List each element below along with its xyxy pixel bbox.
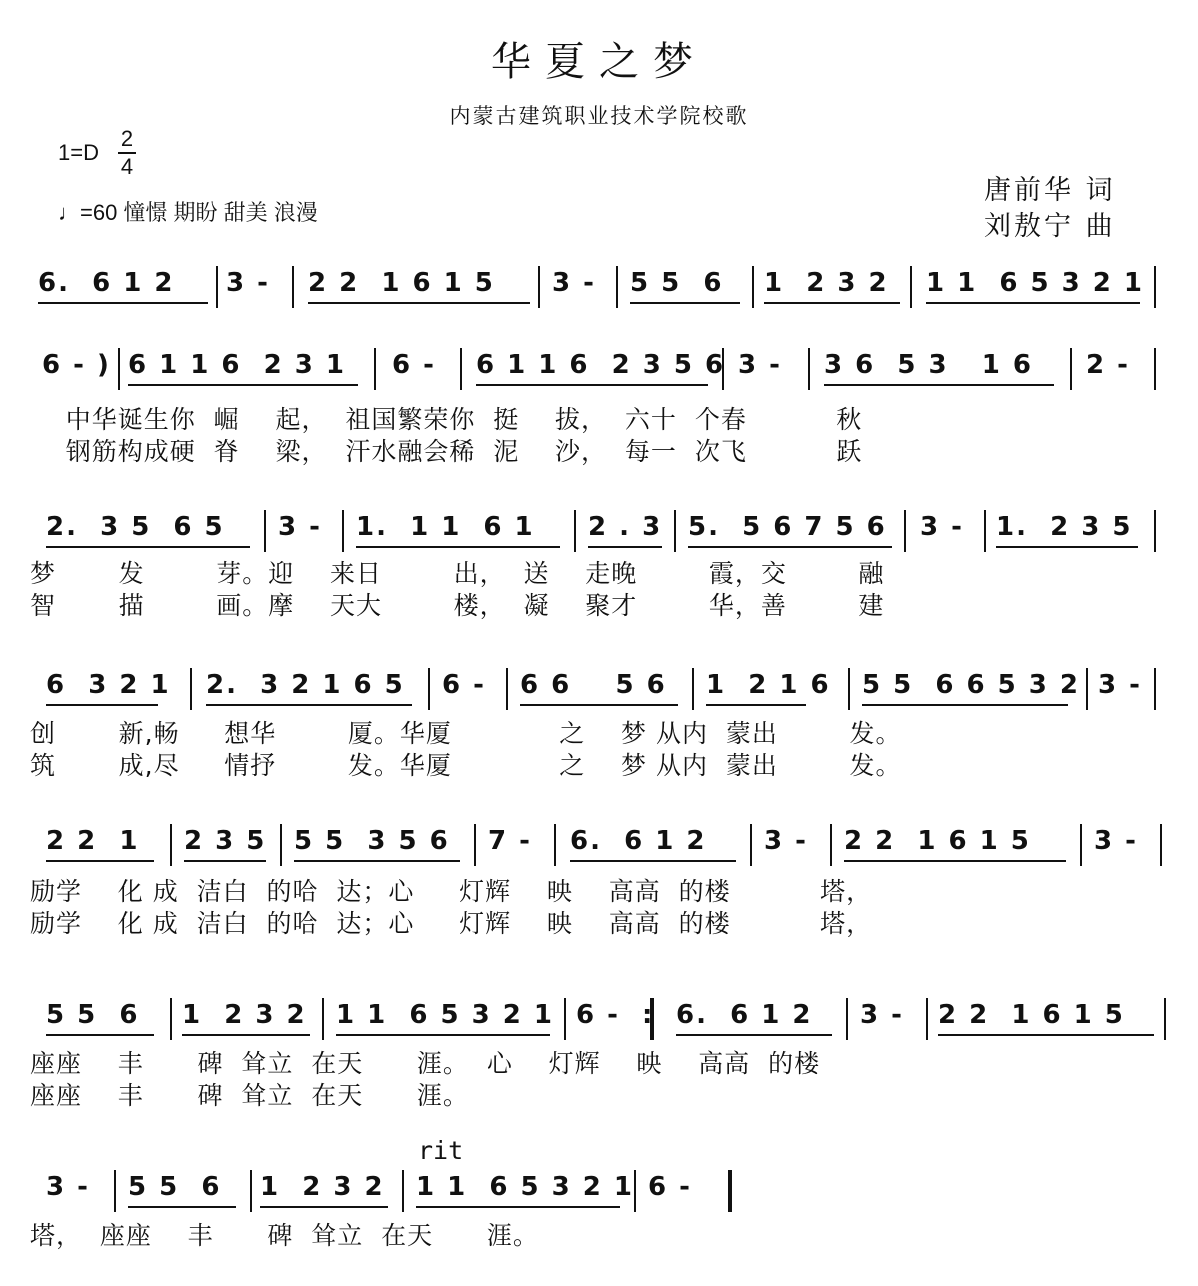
beam-line [128, 1206, 236, 1208]
beam-line [184, 860, 266, 862]
lyrics-verse-2: 钢筋构成硬 脊 梁， 汗水融会稀 泥 沙， 每一 次飞 跃 [30, 437, 863, 466]
notation-line [30, 506, 1170, 552]
measure: 6 1 1 6 2 3 5 6 [476, 350, 726, 380]
time-signature-bottom: 4 [118, 152, 136, 180]
measure: 5 5 6 [630, 268, 724, 298]
beam-line [688, 546, 892, 548]
barline [322, 998, 324, 1040]
beam-line [294, 860, 460, 862]
barline [616, 266, 618, 308]
beam-line [938, 1034, 1154, 1036]
barline [722, 348, 724, 390]
measure: 3 - [860, 1000, 904, 1030]
measure: 6. 6 1 2 [38, 268, 175, 298]
measure: 2 . 3 [588, 512, 663, 542]
lyrics-verse-1: 塔， 座座 丰 碑 耸立 在天 涯。 [30, 1221, 539, 1250]
measure: 3 - [552, 268, 596, 298]
measure: 7 - [488, 826, 532, 856]
barline [538, 266, 540, 308]
barline [1154, 266, 1156, 308]
barline [752, 266, 754, 308]
barline [264, 510, 266, 552]
barline [984, 510, 986, 552]
ritardando-marking: rit [418, 1136, 464, 1165]
measure: 1. 2 3 5 [996, 512, 1133, 542]
beam-line [46, 1034, 154, 1036]
barline [564, 998, 566, 1040]
beam-line [46, 546, 250, 548]
beam-line [182, 1034, 310, 1036]
composer-credit: 刘敖宁 曲 [984, 211, 1116, 242]
measure: 2 2 1 6 1 5 [938, 1000, 1125, 1030]
time-signature [118, 126, 136, 180]
measure: 3 - [278, 512, 322, 542]
notation-line [30, 820, 1170, 866]
measure: 1. 1 1 6 1 [356, 512, 535, 542]
barline [170, 824, 172, 866]
beam-line [520, 704, 678, 706]
barline [1086, 668, 1088, 710]
measure: 2. 3 2 1 6 5 [206, 670, 405, 700]
beam-line [570, 860, 736, 862]
lyrics-verse-1: 座座 丰 碑 耸立 在天 涯。 心 灯辉 映 高高 的楼 [30, 1049, 821, 1078]
barline [402, 1170, 404, 1212]
measure: 6 - [392, 350, 436, 380]
barline [910, 266, 912, 308]
beam-line [630, 302, 740, 304]
tempo-marking: ♩=60 憧憬 期盼 甜美 浪漫 [58, 200, 318, 225]
measure: 1 2 1 6 [706, 670, 831, 700]
measure: 3 - [738, 350, 782, 380]
barline [1154, 668, 1156, 710]
beam-line [926, 302, 1140, 304]
beam-line [128, 384, 358, 386]
measure: 2. 3 5 6 5 [46, 512, 225, 542]
barline [1070, 348, 1072, 390]
beam-line [206, 704, 412, 706]
beam-line [996, 546, 1138, 548]
measure: 6 1 1 6 2 3 1 [128, 350, 346, 380]
barline [634, 1170, 636, 1212]
page-title: 华夏之梦 [491, 39, 707, 85]
measure: 6. 6 1 2 [570, 826, 707, 856]
measure: 2 2 1 [46, 826, 140, 856]
barline [808, 348, 810, 390]
measure: 3 6 5 3 1 6 [824, 350, 1033, 380]
measure: 6 - ) [42, 350, 111, 380]
measure: 6 3 2 1 [46, 670, 171, 700]
barline [692, 668, 694, 710]
notation-line [30, 262, 1170, 308]
measure: 2 - [1086, 350, 1130, 380]
barline [118, 348, 120, 390]
beam-line [46, 860, 154, 862]
lyrics-verse-2: 励学 化 成 洁白 的哈 达；心 灯辉 映 高高 的楼 塔， [30, 909, 873, 938]
barline [904, 510, 906, 552]
measure: 6. 6 1 2 [676, 1000, 813, 1030]
measure: 5 5 6 [128, 1172, 222, 1202]
measure: 2 2 1 6 1 5 [844, 826, 1031, 856]
barline [846, 998, 848, 1040]
measure: 3 - [226, 268, 270, 298]
barline [926, 998, 928, 1040]
measure: 6 - : [576, 1000, 655, 1030]
barline [506, 668, 508, 710]
barline [280, 824, 282, 866]
beam-line [706, 704, 806, 706]
measure: 1 2 3 2 [260, 1172, 385, 1202]
measure: 1 1 6 5 3 2 1 [336, 1000, 554, 1030]
lyrics-verse-2: 智 描 画。摩 天大 楼， 凝 聚才 华，善 建 [30, 591, 885, 620]
measure: 5. 5 6 7 5 6 [688, 512, 887, 542]
lyrics-verse-1: 中华诞生你 崛 起， 祖国繁荣你 挺 拔， 六十 个春 秋 [30, 405, 863, 434]
barline [574, 510, 576, 552]
barline [190, 668, 192, 710]
measure: 1 1 6 5 3 2 1 [416, 1172, 634, 1202]
beam-line [844, 860, 1066, 862]
barline [750, 824, 752, 866]
barline [460, 348, 462, 390]
beam-line [824, 384, 1054, 386]
barline [1080, 824, 1082, 866]
beam-line [308, 302, 530, 304]
notation-line [30, 344, 1170, 390]
barline [114, 1170, 116, 1212]
measure: 3 - [920, 512, 964, 542]
notation-line [30, 1166, 1170, 1212]
barline [292, 266, 294, 308]
barline [830, 824, 832, 866]
notation-line [30, 994, 1170, 1040]
measure: 3 - [764, 826, 808, 856]
lyricist-credit: 唐前华 词 [984, 175, 1116, 206]
barline [342, 510, 344, 552]
measure: 1 2 3 2 [182, 1000, 307, 1030]
barline [474, 824, 476, 866]
beam-line [46, 704, 158, 706]
notation-line [30, 664, 1170, 710]
barline [170, 998, 172, 1040]
lyrics-verse-1: 创 新,畅 想华 厦。华厦 之 梦 从内 蒙出 发。 [30, 719, 902, 748]
measure: 3 - [1098, 670, 1142, 700]
measure: 6 - [648, 1172, 692, 1202]
lyrics-verse-1: 励学 化 成 洁白 的哈 达；心 灯辉 映 高高 的楼 塔， [30, 877, 873, 906]
barline [428, 668, 430, 710]
measure: 5 5 3 5 6 [294, 826, 450, 856]
barline [848, 668, 850, 710]
barline [1154, 510, 1156, 552]
beam-line [356, 546, 560, 548]
repeat-barline [650, 998, 654, 1040]
beam-line [476, 384, 708, 386]
lyrics-verse-2: 筑 成,尽 情抒 发。华厦 之 梦 从内 蒙出 发。 [30, 751, 902, 780]
barline [1154, 348, 1156, 390]
measure: 6 - [442, 670, 486, 700]
key-signature: 1=D [58, 140, 99, 165]
final-barline [728, 1170, 732, 1212]
beam-line [336, 1034, 550, 1036]
measure: 3 - [1094, 826, 1138, 856]
beam-line [38, 302, 208, 304]
measure: 1 1 6 5 3 2 1 [926, 268, 1144, 298]
measure: 3 - [46, 1172, 90, 1202]
barline [1160, 824, 1162, 866]
barline [674, 510, 676, 552]
barline [1164, 998, 1166, 1040]
barline [374, 348, 376, 390]
beam-line [588, 546, 662, 548]
lyrics-verse-1: 梦 发 芽。迎 来日 出， 送 走晚 霞，交 融 [30, 559, 885, 588]
beam-line [416, 1206, 620, 1208]
measure: 6 6 5 6 [520, 670, 667, 700]
barline [554, 824, 556, 866]
measure: 2 3 5 [184, 826, 267, 856]
beam-line [862, 704, 1068, 706]
measure: 5 5 6 [46, 1000, 140, 1030]
barline [250, 1170, 252, 1212]
time-signature-top: 2 [120, 126, 134, 151]
barline [216, 266, 218, 308]
measure: 5 5 6 6 5 3 2 [862, 670, 1080, 700]
beam-line [676, 1034, 832, 1036]
subtitle: 内蒙古建筑职业技术学院校歌 [449, 104, 749, 128]
lyrics-verse-2: 座座 丰 碑 耸立 在天 涯。 [30, 1081, 469, 1110]
measure: 2 2 1 6 1 5 [308, 268, 495, 298]
beam-line [764, 302, 900, 304]
beam-line [260, 1206, 388, 1208]
measure: 1 2 3 2 [764, 268, 889, 298]
